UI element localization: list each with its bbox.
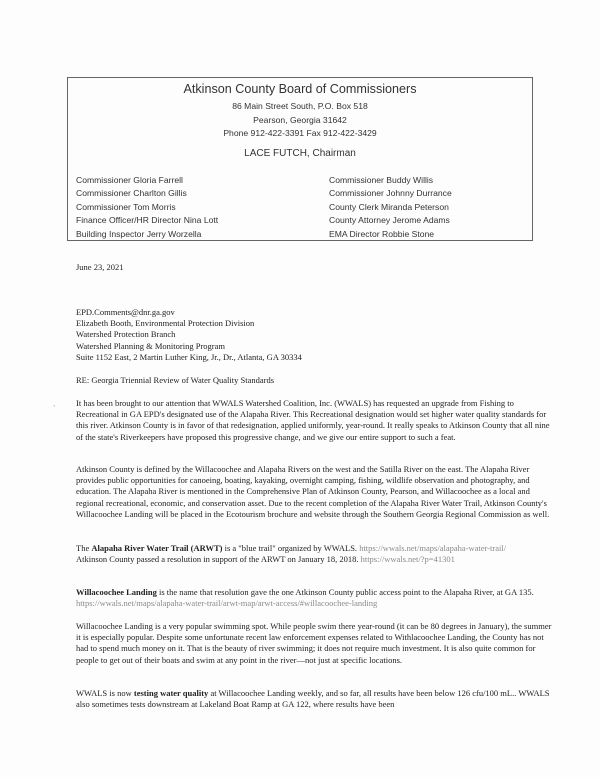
paragraph-swimming bbox=[76, 621, 554, 666]
text-run: WWALS is now bbox=[76, 688, 134, 698]
official-name: Commissioner Buddy Willis bbox=[329, 175, 434, 185]
official-name: County Attorney Jerome Adams bbox=[329, 215, 450, 226]
testing-phrase: testing water quality bbox=[133, 688, 209, 698]
recipient-block bbox=[76, 307, 302, 363]
letter-date: June 23, 2021 bbox=[76, 262, 124, 272]
landing-name: Willacoochee Landing bbox=[76, 587, 157, 597]
paragraph-support bbox=[76, 398, 554, 443]
paragraph-text: It has been brought to our attention that WWALS Watershed Coalition, Inc. (WWALS) has requested an upgrade from Fishing to Recreational in GA EPD's designated use of the Alapaha River. This Recreational designation would set higher water quality standards for this river. Atkinson County is in favor of that redesignation, applied uniformly, year-round. It really speaks to Atkinson County that all nine of the state's Riverkeepers have proposed this progressive change, and we give our entire support to such a feat. bbox=[76, 398, 550, 442]
recipient-email[interactable]: EPD.Comments@dnr.ga.gov bbox=[76, 307, 175, 317]
official-name: Finance Officer/HR Director Nina Lott bbox=[76, 215, 219, 226]
text-run: Atkinson County passed a resolution in support of the ARWT on January 18, 2018. bbox=[76, 554, 361, 565]
recipient-line: Suite 1152 East, 2 Martin Luther King, Jr., Dr., Atlanta, GA 30334 bbox=[76, 351, 302, 362]
official-name: Commissioner Charlton Gillis bbox=[76, 188, 187, 199]
text-run: The bbox=[76, 543, 92, 553]
paragraph-landing bbox=[76, 587, 554, 609]
paragraph-arwt bbox=[76, 543, 554, 565]
official-name: EMA Director Robbie Stone bbox=[329, 228, 435, 239]
recipient-line: Watershed Protection Branch bbox=[76, 329, 176, 340]
official-name: Commissioner Tom Morris bbox=[76, 201, 176, 212]
paragraph-county bbox=[76, 464, 554, 520]
paragraph-testing bbox=[76, 688, 554, 710]
resolution-link[interactable]: https://wwals.net/?p=41301 bbox=[360, 554, 455, 565]
landing-link[interactable]: https://wwals.net/maps/alapaha-water-trail/arwt-map/arwt-access/#willacoochee-landing bbox=[76, 598, 378, 609]
arwt-link[interactable]: https://wwals.net/maps/alapaha-water-trail/ bbox=[359, 543, 507, 553]
recipient-line: Elizabeth Booth, Environmental Protection Division bbox=[76, 318, 255, 329]
text-run: is the name that resolution gave the one Atkinson County public access point to the Alapaha River, at GA 135. bbox=[156, 587, 534, 597]
officials-left-column bbox=[76, 174, 218, 241]
margin-mark: ˎ bbox=[53, 398, 56, 407]
chairman: LACE FUTCH, Chairman bbox=[244, 148, 356, 159]
org-name: Atkinson County Board of Commissioners bbox=[183, 82, 417, 96]
phone-fax: Phone 912-422-3391 Fax 912-422-3429 bbox=[223, 128, 377, 138]
text-run: is a "blue trail" organized by WWALS. bbox=[222, 543, 360, 553]
recipient-line: Watershed Planning & Monitoring Program bbox=[76, 340, 225, 351]
paragraph-text: Atkinson County is defined by the Willacoochee and Alapaha Rivers on the west and the Satilla River on the east. The Alapaha River provides public opportunities for canoeing, boating, kayaking, overnight camping, fishing, wildlife observation and photography, and education. The Alapaha River is mentioned in the Comprehensive Plan of Atkinson County, Pearson, and Willacoochee as a local and regional recreational, economic, and conservation asset. Due to the recent completion of the Alapaha River Water Trail, Atkinson County's Willacoochee Landing will be placed in the Ecotourism brochure and website through the Southern Georgia Regional Commission as well. bbox=[76, 464, 550, 519]
official-name: County Clerk Miranda Peterson bbox=[329, 201, 449, 212]
text-run: at Willacoochee Landing weekly, and so far, all results have been below 126 cfu/100 mL.. WWALS also sometimes tests downstream at Lakeland Boat Ramp at GA 122, where results have been bbox=[76, 688, 550, 710]
official-name: Commissioner Gloria Farrell bbox=[76, 175, 183, 185]
official-name: Building Inspector Jerry Worzella bbox=[76, 228, 202, 239]
arwt-name: Alapaha River Water Trail (ARWT) bbox=[91, 543, 223, 553]
paragraph-text: Willacoochee Landing is a very popular swimming spot. While people swim there year-round (it can be 80 degrees in January), the summer it is especially popular. Despite some unfortunate recent law enforcement expenses related to Withlacoochee Landing, the County has not had to spend much money on it. That is the beauty of river swimming; it does not require much investment. It is also quite common for people to get out of their boats and swim at any point in the river—not just at specific locations. bbox=[76, 621, 552, 665]
officials-right-column bbox=[329, 174, 452, 241]
official-name: Commissioner Johnny Durrance bbox=[329, 188, 452, 199]
letterhead bbox=[67, 77, 533, 241]
subject-line: RE: Georgia Triennial Review of Water Quality Standards bbox=[76, 375, 275, 385]
address-line1: 86 Main Street South, P.O. Box 518 bbox=[232, 101, 368, 111]
address-line2: Pearson, Georgia 31642 bbox=[253, 115, 347, 125]
